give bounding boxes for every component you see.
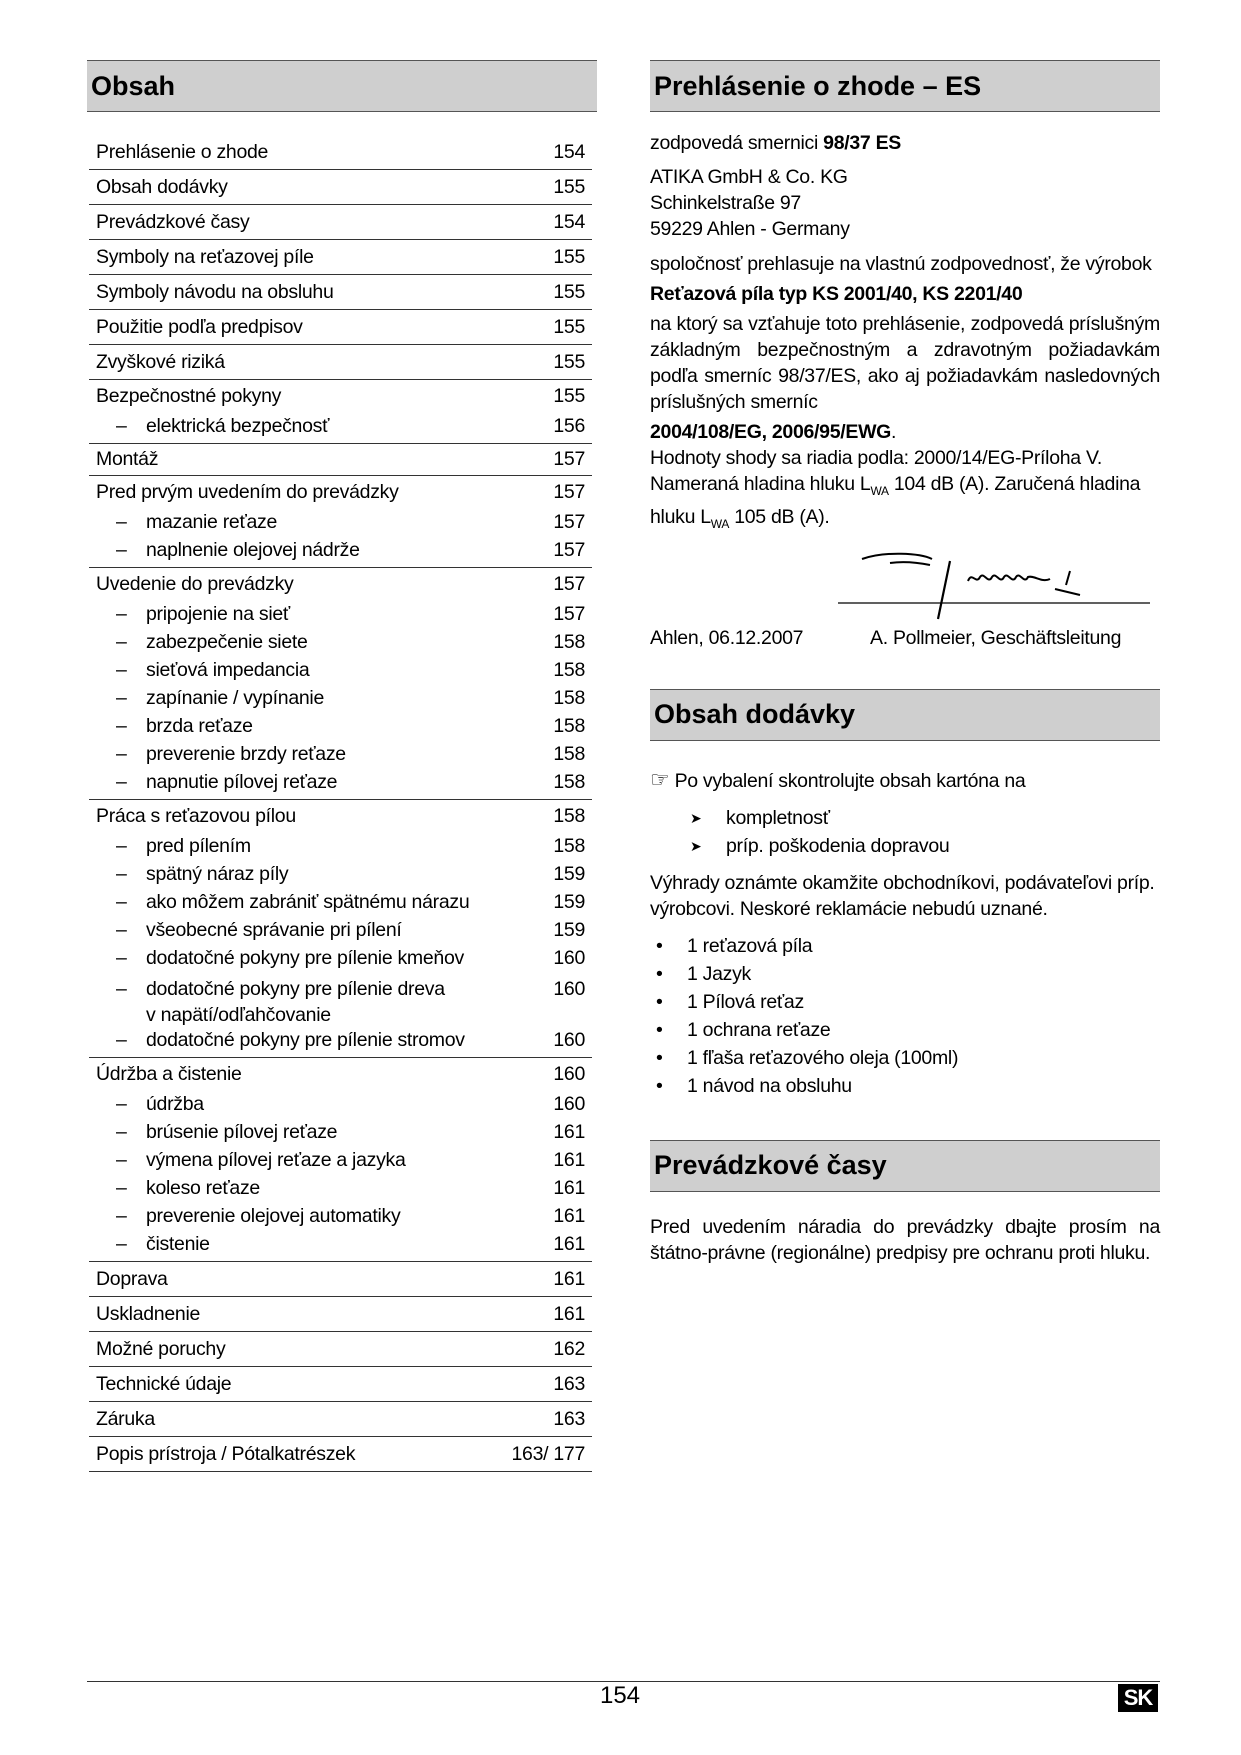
company-name: ATIKA GmbH & Co. KG bbox=[650, 166, 848, 188]
toc-entry bbox=[89, 1437, 592, 1472]
toc-entry bbox=[89, 800, 592, 832]
toc-entry bbox=[89, 888, 592, 916]
toc-entry-page: 157 bbox=[553, 480, 585, 503]
toc-entry-label: – sieťová impedancia bbox=[96, 659, 309, 682]
delivery-note: Výhrady oznámte okamžite obchodníkovi, podávateľovi príp. výrobcovi. Neskoré reklamácie nebudú uznané. bbox=[650, 871, 1155, 920]
values-line: Hodnoty shody sa riadia podla: 2000/14/EG-Príloha V. bbox=[650, 447, 1102, 469]
toc-entry-page: 155 bbox=[553, 280, 585, 303]
declaration-title: Prehlásenie o zhode – ES bbox=[650, 60, 1160, 112]
directives-line: 2004/108/EG, 2006/95/EWG. bbox=[650, 421, 897, 443]
toc-entry bbox=[89, 1118, 592, 1146]
toc-entry-page: 161 bbox=[553, 1204, 585, 1227]
toc-entry-page: 160 bbox=[553, 946, 585, 969]
toc-entry-label: Doprava bbox=[96, 1267, 168, 1290]
toc-entry-page: 158 bbox=[553, 686, 585, 709]
toc-entry bbox=[89, 1332, 592, 1367]
page-number: 154 bbox=[599, 1682, 641, 1709]
toc-entry-label: – dodatočné pokyny pre pílenie stromov bbox=[96, 1029, 465, 1052]
toc-entry-page: 157 bbox=[553, 538, 585, 561]
toc-entry-page: 158 bbox=[553, 658, 585, 681]
toc-entry bbox=[89, 240, 592, 275]
directive-number: 98/37 ES bbox=[823, 132, 901, 154]
declaration-section bbox=[650, 60, 1160, 1266]
toc-entry bbox=[89, 1058, 592, 1090]
list-item: ➤ kompletnosť bbox=[650, 804, 1160, 832]
toc-entry-page: 154 bbox=[553, 140, 585, 163]
toc-entry-label-line: dodatočné pokyny pre pílenie dreva bbox=[146, 978, 445, 1000]
toc-entry-label: – čistenie bbox=[96, 1233, 210, 1256]
toc-entry bbox=[89, 1297, 592, 1332]
toc-entry bbox=[89, 568, 592, 600]
toc-entry bbox=[89, 740, 592, 768]
toc-entry bbox=[89, 600, 592, 628]
toc-entry-label: Možné poruchy bbox=[96, 1337, 226, 1360]
toc-entry-label: Technické údaje bbox=[96, 1372, 232, 1395]
noise-line: Nameraná hladina hluku $L_{WA}$ 104 dB (A). Zaručená hladina hluku $L_{WA}$ 105 dB (A). bbox=[650, 473, 1141, 531]
toc-entry-label: Montáž bbox=[96, 448, 159, 470]
company-city: 59229 Ahlen - Germany bbox=[650, 218, 850, 240]
toc-entry-label: – koleso reťaze bbox=[96, 1177, 260, 1200]
toc-entry-label: Bezpečnostné pokyny bbox=[96, 384, 282, 407]
toc-entry-page: 155 bbox=[553, 245, 585, 268]
toc-entry-page: 154 bbox=[553, 210, 585, 233]
toc-entry-label: Zvyškové riziká bbox=[96, 350, 225, 373]
toc-entry-label bbox=[96, 976, 445, 1028]
signature-area bbox=[650, 541, 1160, 629]
list-item: • 1 návod na obsluhu bbox=[650, 1072, 1160, 1100]
declaration-body bbox=[650, 130, 1160, 537]
toc-entry-label: – naplnenie olejovej nádrže bbox=[96, 539, 360, 562]
toc-entry bbox=[89, 135, 592, 170]
toc-entry-page: 158 bbox=[553, 714, 585, 737]
language-badge: SK bbox=[1118, 1684, 1158, 1712]
toc-entry bbox=[89, 1174, 592, 1202]
times-title: Prevádzkové časy bbox=[650, 1140, 1160, 1192]
toc-entry-page: 157 bbox=[553, 602, 585, 625]
toc-entry-label: Práca s reťazovou pílou bbox=[96, 804, 296, 827]
toc-entry-label: Popis prístroja / Pótalkatrészek bbox=[96, 1442, 356, 1465]
toc-entry-label: – výmena pílovej reťaze a jazyka bbox=[96, 1149, 406, 1172]
toc-entry-label: – elektrická bezpečnosť bbox=[96, 415, 329, 438]
toc-entry-label: – všeobecné správanie pri pílení bbox=[96, 919, 402, 942]
toc-entry-label: – brúsenie pílovej reťaze bbox=[96, 1121, 337, 1144]
toc-entry-label: – pripojenie na sieť bbox=[96, 603, 290, 626]
delivery-title: Obsah dodávky bbox=[650, 689, 1160, 741]
toc-entry-label: Záruka bbox=[96, 1407, 155, 1430]
toc-entry-page: 158 bbox=[553, 834, 585, 857]
toc-entry-label: Obsah dodávky bbox=[96, 175, 228, 198]
delivery-intro: Po vybalení skontrolujte obsah kartóna na bbox=[674, 769, 1026, 792]
toc-entry bbox=[89, 1146, 592, 1174]
toc-entry-page: 157 bbox=[553, 510, 585, 533]
toc-entry-page: 155 bbox=[553, 175, 585, 198]
toc-entry bbox=[89, 712, 592, 740]
toc-entry bbox=[89, 1090, 592, 1118]
toc-entry-page: 155 bbox=[553, 315, 585, 338]
toc-entry-label: – spätný náraz píly bbox=[96, 863, 288, 886]
list-item: • 1 ochrana reťaze bbox=[650, 1016, 1160, 1044]
toc-entry-page: 155 bbox=[553, 384, 585, 407]
pointing-hand-icon: ☞ bbox=[650, 766, 670, 792]
toc-entry-page: 161 bbox=[553, 1267, 585, 1290]
toc-entry-label: – ako môžem zabrániť spätnému nárazu bbox=[96, 891, 469, 914]
toc-entry-page: 158 bbox=[553, 742, 585, 765]
toc-group bbox=[89, 380, 592, 444]
list-item: • 1 Pílová reťaz bbox=[650, 988, 1160, 1016]
toc-entry bbox=[89, 860, 592, 888]
company-address bbox=[650, 164, 1160, 242]
conformity-text: na ktorý sa vzťahuje toto prehlásenie, zodpovedá príslušným základným bezpečnostným a zdravotným požiadavkám podľa smerníc 98/37/ES, ako aj požiadavkám nasledovných príslušných smerníc bbox=[650, 313, 1160, 413]
toc-title: Obsah bbox=[87, 60, 597, 112]
delivery-checks bbox=[650, 804, 1160, 860]
toc-group bbox=[89, 476, 592, 568]
delivery-intro-line bbox=[650, 767, 1160, 794]
toc-entry-page: 162 bbox=[553, 1337, 585, 1360]
toc-entry-label: – údržba bbox=[96, 1093, 204, 1116]
toc-entry-label: – zapínanie / vypínanie bbox=[96, 687, 324, 710]
toc-entry-label: Prehlásenie o zhode bbox=[96, 140, 269, 163]
toc-entry-label: – preverenie brzdy reťaze bbox=[96, 743, 346, 766]
place-date: Ahlen, 06.12.2007 bbox=[650, 626, 804, 649]
toc-entry-label: – napnutie pílovej reťaze bbox=[96, 771, 337, 794]
toc-entry bbox=[89, 944, 592, 972]
toc-entry bbox=[89, 972, 592, 1026]
toc-entry bbox=[89, 1202, 592, 1230]
toc-entry bbox=[89, 916, 592, 944]
toc-entry bbox=[89, 412, 592, 440]
signatory: A. Pollmeier, Geschäftsleitung bbox=[870, 626, 1122, 649]
toc-entry-page: 161 bbox=[553, 1148, 585, 1171]
table-of-contents bbox=[89, 135, 592, 1472]
times-text: Pred uvedením náradia do prevádzky dbajte prosím na štátno-právne (regionálne) predpisy pre ochranu proti hluku. bbox=[650, 1215, 1160, 1264]
toc-entry-page: 158 bbox=[553, 804, 585, 827]
toc-entry bbox=[89, 1026, 592, 1054]
toc-entry bbox=[89, 1402, 592, 1437]
toc-entry-label: – brzda reťaze bbox=[96, 715, 253, 738]
toc-entry-page: 156 bbox=[553, 414, 585, 437]
toc-entry-page: 161 bbox=[553, 1302, 585, 1325]
toc-entry bbox=[89, 1367, 592, 1402]
toc-group bbox=[89, 568, 592, 800]
toc-entry-page: 159 bbox=[553, 890, 585, 913]
toc-entry-label: Uskladnenie bbox=[96, 1302, 201, 1325]
toc-entry-label: – zabezpečenie siete bbox=[96, 631, 308, 654]
toc-entry-page: 161 bbox=[553, 1232, 585, 1255]
toc-entry-page: 155 bbox=[553, 350, 585, 373]
toc-entry-page: 160 bbox=[553, 978, 585, 1000]
toc-entry bbox=[89, 1230, 592, 1258]
toc-entry-page: 163 bbox=[553, 1372, 585, 1395]
toc-entry-page: 161 bbox=[553, 1176, 585, 1199]
toc-entry-label: – mazanie reťaze bbox=[96, 511, 277, 534]
toc-entry bbox=[89, 768, 592, 796]
toc-section bbox=[87, 60, 597, 112]
toc-entry-page: 160 bbox=[553, 1062, 585, 1085]
toc-entry-label: – preverenie olejovej automatiky bbox=[96, 1205, 400, 1228]
toc-entry bbox=[89, 832, 592, 860]
toc-entry-page: 160 bbox=[553, 1028, 585, 1051]
list-item: ➤ príp. poškodenia dopravou bbox=[650, 832, 1160, 860]
toc-entry bbox=[89, 476, 592, 508]
list-item: • 1 Jazyk bbox=[650, 960, 1160, 988]
toc-entry-page: 157 bbox=[553, 448, 585, 470]
toc-entry-label-line: v napätí/odľahčovanie bbox=[146, 1004, 331, 1026]
toc-entry-label: Uvedenie do prevádzky bbox=[96, 572, 294, 595]
toc-entry-page: 159 bbox=[553, 918, 585, 941]
list-item: • 1 fľaša reťazového oleja (100ml) bbox=[650, 1044, 1160, 1072]
toc-entry-page: 159 bbox=[553, 862, 585, 885]
signature-image bbox=[650, 541, 1160, 629]
toc-entry bbox=[89, 205, 592, 240]
toc-entry-label: – pred pílením bbox=[96, 835, 251, 858]
toc-entry-label: Symboly návodu na obsluhu bbox=[96, 280, 334, 303]
toc-entry bbox=[89, 508, 592, 536]
toc-entry-label: Prevádzkové časy bbox=[96, 210, 250, 233]
product-name: Reťazová píla typ KS 2001/40, KS 2201/40 bbox=[650, 283, 1023, 305]
toc-entry-label: Údržba a čistenie bbox=[96, 1062, 242, 1085]
company-street: Schinkelstraße 97 bbox=[650, 192, 801, 214]
toc-entry bbox=[89, 380, 592, 412]
toc-entry bbox=[89, 628, 592, 656]
toc-entry-page: 158 bbox=[553, 630, 585, 653]
toc-entry-page: 157 bbox=[553, 572, 585, 595]
toc-entry bbox=[89, 444, 592, 476]
toc-entry-page: 158 bbox=[553, 770, 585, 793]
toc-entry bbox=[89, 275, 592, 310]
toc-entry-page: 163 bbox=[553, 1407, 585, 1430]
directives-list: 2004/108/EG, 2006/95/EWG bbox=[650, 421, 892, 443]
toc-entry-label: Použitie podľa predpisov bbox=[96, 315, 303, 338]
toc-entry bbox=[89, 1262, 592, 1297]
toc-entry bbox=[89, 656, 592, 684]
toc-entry-page: 163/ 177 bbox=[511, 1442, 585, 1465]
list-item: • 1 reťazová píla bbox=[650, 932, 1160, 960]
declaration-paragraph: spoločnosť prehlasuje na vlastnú zodpovednosť, že výrobok bbox=[650, 253, 1152, 275]
toc-group bbox=[89, 1058, 592, 1262]
toc-entry-label: Pred prvým uvedením do prevádzky bbox=[96, 480, 399, 503]
toc-entry bbox=[89, 345, 592, 380]
toc-entry-page: 160 bbox=[553, 1092, 585, 1115]
toc-entry bbox=[89, 170, 592, 205]
toc-group bbox=[89, 800, 592, 1058]
toc-entry bbox=[89, 310, 592, 345]
directive-line: zodpovedá smernici 98/37 ES bbox=[650, 132, 901, 154]
toc-entry-page: 161 bbox=[553, 1120, 585, 1143]
delivery-items bbox=[650, 932, 1160, 1100]
toc-entry-label: Symboly na reťazovej píle bbox=[96, 245, 314, 268]
toc-entry bbox=[89, 536, 592, 564]
toc-entry bbox=[89, 684, 592, 712]
toc-entry-label: – dodatočné pokyny pre pílenie kmeňov bbox=[96, 947, 464, 970]
